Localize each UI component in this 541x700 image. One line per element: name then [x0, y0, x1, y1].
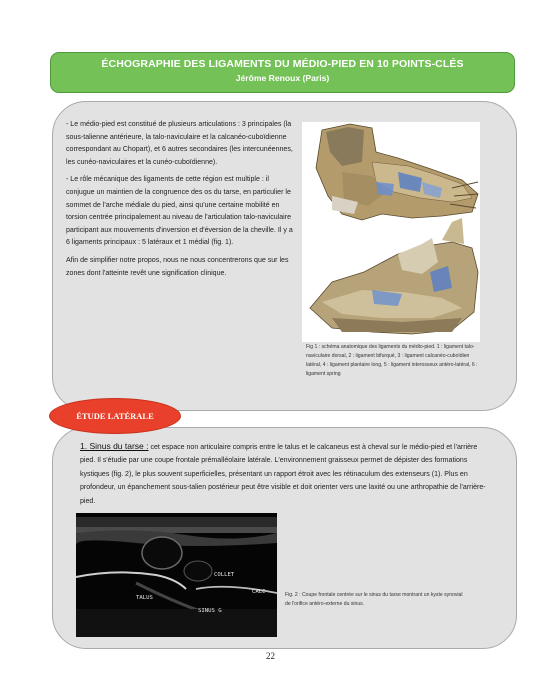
us-label-calc: CALC [252, 589, 266, 595]
section-badge: ÉTUDE LATÉRALE [49, 398, 181, 434]
intro-paragraph: Afin de simplifier notre propos, nous ne nous concentrerons que sur les zones dont l'atteinte revêt une signification clinique. [66, 256, 289, 277]
item-title: 1. Sinus du tarse : [80, 441, 149, 451]
figure-1-caption: Fig 1 : schéma anatomique des ligaments du médio-pied. 1 : ligament talo-naviculaire dorsal, 2 : ligament bifurqué, 3 : ligament calcanéo-cuboïdien latéral, 4 : ligament plantaire long, 5 : ligament interosseux antéro-latéral, 6 : ligament spring [306, 344, 478, 377]
figure-2-caption: Fig. 2 : Coupe frontale centrée sur le sinus du tarse montrant un kyste synovial de l'orifice antéro-externe du sinus. [285, 592, 463, 607]
us-label-talus: TALUS [136, 595, 153, 601]
us-label-collet: COLLET [214, 572, 235, 578]
page-number: 22 [266, 651, 275, 661]
intro-text [66, 119, 296, 285]
intro-paragraph: - Le médio-pied est constitué de plusieurs articulations : 3 principales (la sous-talienne antérieure, la talo-naviculaire et la calcanéo-cuboïdienne correspondant au Chopart), et 6 autres secondaires (les intercunéennes, les cunéo-naviculaires et la cunéo-cuboïdienne). [66, 121, 293, 166]
article-author: Jérôme Renoux (Paris) [235, 73, 330, 83]
anatomy-figure [302, 122, 480, 342]
article-title: ÉCHOGRAPHIE DES LIGAMENTS DU MÉDIO-PIED EN 10 POINTS-CLÉS [101, 58, 464, 70]
ultrasound-image [76, 513, 277, 637]
item-text: cet espace non articulaire compris entre le talus et le calcaneus est à cheval sur le médio-pied et l'arrière pied. Il s'étudie par une coupe frontale prémalléolaire latérale. L'environnement graisseux permet de dépister des formations kystiques (fig. 2), le plus souvent superficielles, présentant un rapport étroit avec les rétinaculum des extenseurs (1). Plus en profondeur, un épanchement sous-talien postérieur peut être visible et doit orienter vers une laxité ou une arthropathie de l'arrière-pied. [80, 444, 486, 505]
title-banner [50, 52, 515, 93]
intro-paragraph: - Le rôle mécanique des ligaments de cette région est multiple : il conjugue un maintien de la congruence des os du tarse, en particulier le sommet de l'arche médiale du pied, ainsi qu'une certaine mobilité en torsion centrée principalement au niveau de l'articulation talo-naviculaire participant aux mouvements d'inversion et d'éversion de la cheville. Il y a 6 ligaments principaux : 5 latéraux et 1 médial (fig. 1). [66, 176, 293, 247]
us-label-sinus: SINUS G [198, 608, 222, 614]
sinus-paragraph [80, 440, 490, 508]
